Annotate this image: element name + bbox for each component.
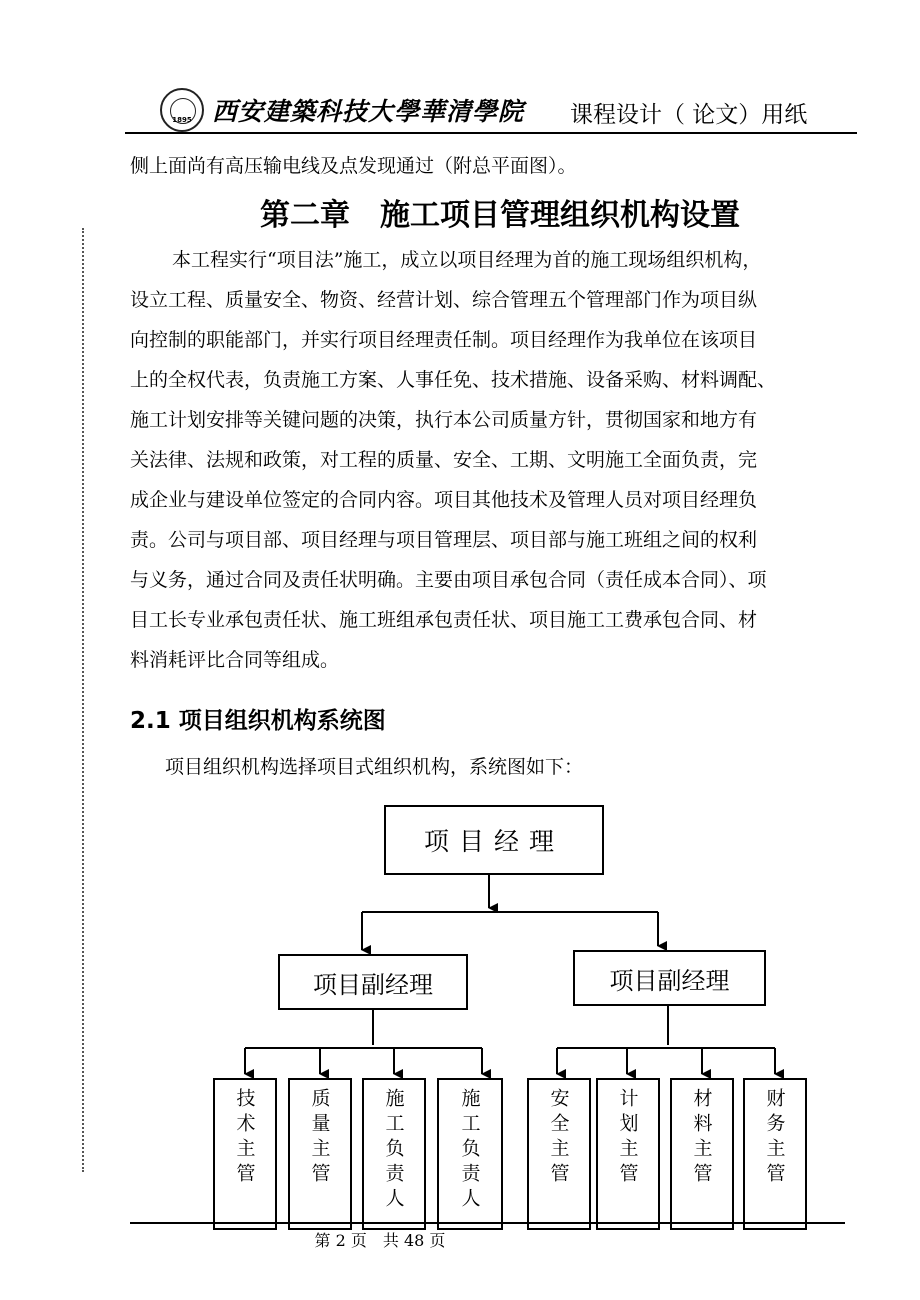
org-box-construction-lead (437, 1078, 503, 1230)
org-box-label: 计划主管 (616, 1088, 639, 1188)
paragraph-line: 料消耗评比合同等组成。 (130, 649, 340, 671)
paragraph-line: 上的全权代表，负责施工方案、人事任免、技术措施、设备采购、材料调配、 (130, 369, 777, 391)
org-box-technical-lead (213, 1078, 277, 1230)
org-box-label: 施工负责人 (458, 1088, 481, 1213)
paragraph-line: 向控制的职能部门，并实行项目经理责任制。项目经理作为我单位在该项目 (130, 329, 758, 351)
org-box-planning-lead (596, 1078, 660, 1230)
paragraph-line: 施工计划安排等关键问题的决策，执行本公司质量方针，贯彻国家和地方有 (130, 409, 758, 431)
paragraph-line: 与义务，通过合同及责任状明确。主要由项目承包合同（责任成本合同）、项 (130, 569, 767, 591)
footer-rule (130, 1222, 845, 1224)
org-box-deputy-left (278, 954, 468, 1010)
org-box-deputy-right (573, 950, 766, 1006)
paragraph-line: 成企业与建设单位签定的合同内容。项目其他技术及管理人员对项目经理负 (130, 489, 758, 511)
section-title: 2.1 项目组织机构系统图 (130, 708, 386, 734)
chart-intro: 项目组织机构选择项目式组织机构，系统图如下： (165, 756, 584, 778)
paragraph-line: 目工长专业承包责任状、施工班组承包责任状、项目施工工费承包合同、材 (130, 609, 758, 631)
continuation-text: 侧上面尚有高压输电线及点发现通过（附总平面图）。 (130, 155, 577, 177)
paragraph-line: 关法律、法规和政策，对工程的质量、安全、工期、文明施工全面负责，完 (130, 449, 758, 471)
org-box-finance-lead (743, 1078, 807, 1230)
school-name: 西安建築科技大學華清學院 (212, 97, 525, 126)
org-box-materials-lead (670, 1078, 734, 1230)
page-number: 第 2 页 共 48 页 (314, 1231, 446, 1250)
org-box-label: 安全主管 (547, 1088, 570, 1188)
org-box-project-manager (384, 805, 604, 875)
paragraph-line: 本工程实行“项目法”施工，成立以项目经理为首的施工现场组织机构， (172, 249, 762, 271)
org-box-quality-lead (288, 1078, 352, 1230)
chapter-title: 第二章 施工项目管理组织机构设置 (260, 198, 740, 233)
seal-year: 1895 (172, 116, 192, 124)
org-box-label: 项目副经理 (609, 966, 730, 995)
org-box-safety-lead (527, 1078, 591, 1230)
org-box-label: 材料主管 (690, 1088, 713, 1188)
org-box-label: 财务主管 (763, 1088, 786, 1188)
paragraph-line: 责。公司与项目部、项目经理与项目管理层、项目部与施工班组之间的权利 (130, 529, 758, 551)
org-box-label: 项目经理 (423, 827, 564, 856)
paragraph-line: 设立工程、质量安全、物资、经营计划、综合管理五个管理部门作为项目纵 (130, 289, 758, 311)
org-box-construction-lead (362, 1078, 426, 1230)
org-box-label: 质量主管 (308, 1088, 331, 1188)
org-box-label: 技术主管 (233, 1088, 256, 1188)
org-box-label: 项目副经理 (313, 970, 433, 999)
header-doc-type: 课程设计（ 论文）用纸 (570, 102, 808, 128)
org-box-label: 施工负责人 (382, 1088, 405, 1213)
